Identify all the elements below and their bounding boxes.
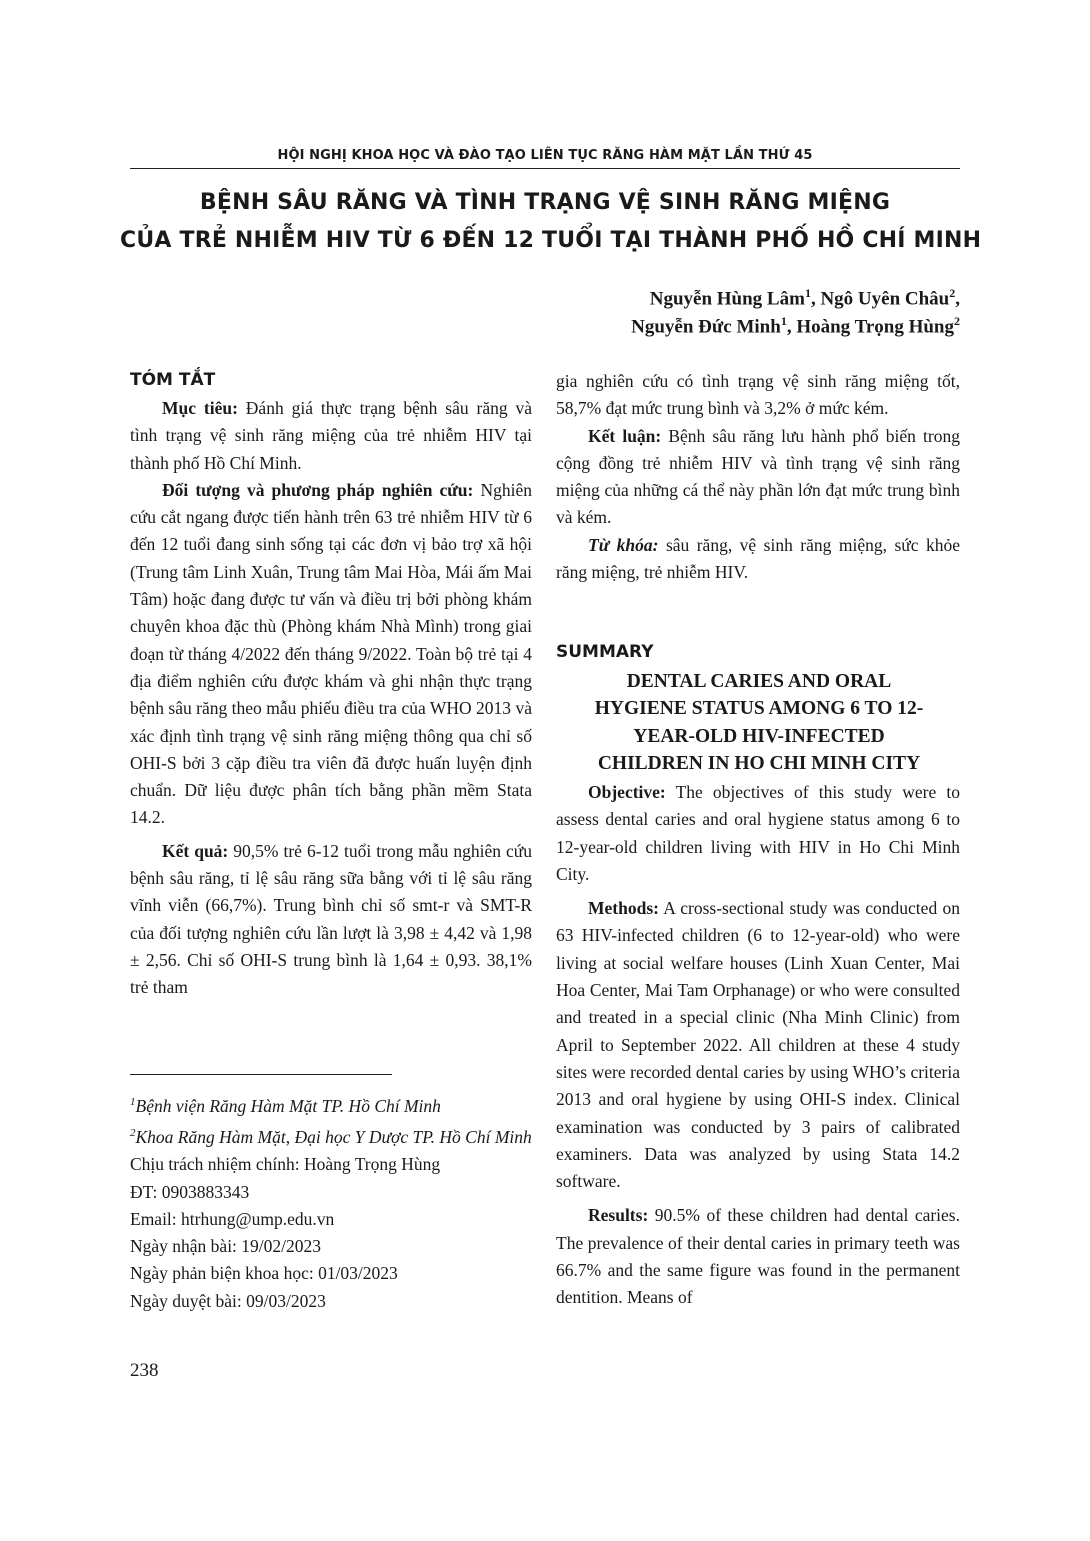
authors-line-2 <box>631 314 960 338</box>
page-number: 238 <box>130 1360 159 1381</box>
vn-results-continued: gia nghiên cứu có tình trạng vệ sinh răng miệng tốt, 58,7% đạt mức trung bình và 3,2% ở mức kém. <box>556 371 960 419</box>
en-title-line: HYGIENE STATUS AMONG 6 TO 12- <box>594 698 924 720</box>
author-separator: , <box>786 316 797 338</box>
footnote-responsible: Chịu trách nhiệm chính: Hoàng Trọng Hùng <box>130 1154 441 1175</box>
en-objective-paragraph <box>556 779 960 888</box>
en-title-line: CHILDREN IN HO CHI MINH CITY <box>597 752 921 774</box>
author-name: Nguyễn Đức Minh <box>631 316 781 338</box>
en-abstract-body <box>556 779 960 1312</box>
authors-line-1 <box>650 286 960 310</box>
vn-keywords-text: sâu răng, vệ sinh răng miệng, sức khỏe răng miệng, trẻ nhiễm HIV. <box>556 534 960 583</box>
footnote-mark: 1 <box>130 1096 136 1108</box>
en-results-text: 90.5% of these children had dental caries. The prevalence of their dental caries in primary teeth was 66.7% and the same figure was found in the permanent dentition. Means of <box>556 1205 960 1308</box>
title-line-1: BỆNH SÂU RĂNG VÀ TÌNH TRẠNG VỆ SINH RĂNG MIỆNG <box>199 190 891 215</box>
footnote-affiliation-2 <box>130 1120 538 1151</box>
en-title-line: YEAR-OLD HIV-INFECTED <box>633 725 885 747</box>
en-methods-paragraph <box>556 895 960 1195</box>
footnote-text: Khoa Răng Hàm Mặt, Đại học Y Dược TP. Hồ Chí Minh <box>135 1126 532 1147</box>
running-header: HỘI NGHỊ KHOA HỌC VÀ ĐÀO TẠO LIÊN TỤC RĂNG HÀM MẶT LẦN THỨ 45 <box>277 148 813 163</box>
vn-abstract-continued <box>556 368 960 586</box>
vn-conclusion-label: Kết luận: <box>588 425 662 446</box>
en-results-label: Results: <box>588 1205 649 1226</box>
en-methods-text: A cross-sectional study was conducted on 63 HIV-infected children (6 to 12-year-old) who were living at social welfare houses (Linh Xuan Center, Mai Hoa Center, Mai Tam Orphanage) or who were consulted and treated in a special clinic (Nha Minh Clinic) from April to September 2022. All children at these 4 study sites were recorded dental caries by using WHO’s criteria 2013 and oral hygiene by using OHI-S index. Clinical examination was conducted by 3 pairs of calibrated examiners. Data was analyzed by using Stata 14.2 software. <box>556 898 960 1192</box>
vn-objective-label: Mục tiêu: <box>162 398 238 418</box>
footnote-reviewed: Ngày phản biện khoa học: 01/03/2023 <box>130 1263 398 1284</box>
footnote-text: Bệnh viện Răng Hàm Mặt TP. Hồ Chí Minh <box>135 1095 441 1116</box>
vn-methods-label: Đối tượng và phương pháp nghiên cứu: <box>162 479 474 500</box>
en-objective-text: The objectives of this study were to assess dental caries and oral hygiene status among 6 to 12-year-old children living with HIV in Ho Chi Minh City. <box>556 782 960 884</box>
vn-keywords-paragraph <box>556 532 960 587</box>
affiliation-mark: 1 <box>804 286 811 300</box>
vn-abstract-heading: TÓM TẮT <box>130 370 216 390</box>
vn-objective-text: Đánh giá thực trạng bệnh sâu răng và tình trạng vệ sinh răng miệng của trẻ nhiễm HIV tại thành phố Hồ Chí Minh. <box>130 398 532 473</box>
footnote-rule <box>130 1074 392 1075</box>
vn-results-label: Kết quả: <box>162 840 229 861</box>
vn-objective-paragraph <box>130 395 532 477</box>
footnotes <box>130 1089 538 1315</box>
vn-keywords-label: Từ khóa: <box>588 534 659 555</box>
footnote-mark: 2 <box>130 1127 136 1140</box>
title-line-2: CỦA TRẺ NHIỄM HIV TỪ 6 ĐẾN 12 TUỔI TẠI THÀNH PHỐ HỒ CHÍ MINH <box>120 228 982 253</box>
en-title-line: DENTAL CARIES AND ORAL <box>626 671 892 692</box>
vn-methods-paragraph <box>130 477 532 832</box>
en-results-paragraph <box>556 1202 960 1311</box>
vn-abstract-body <box>130 395 532 1002</box>
author-name: Ngô Uyên Châu <box>820 288 950 310</box>
en-methods-label: Methods: <box>588 898 659 919</box>
footnote-accepted: Ngày duyệt bài: 09/03/2023 <box>130 1290 326 1311</box>
footnote-phone: ĐT: 0903883343 <box>130 1181 250 1202</box>
author-name: Hoàng Trọng Hùng <box>796 316 954 338</box>
vn-conclusion-text: Bệnh sâu răng lưu hành phổ biến trong cộng đồng trẻ nhiễm HIV và tình trạng vệ sinh răng miệng của những cá thể này phần lớn đạt mức trung bình và kém. <box>556 425 960 528</box>
affiliation-mark: 1 <box>780 314 787 328</box>
en-objective-label: Objective: <box>588 782 666 802</box>
vn-conclusion-paragraph <box>556 423 960 532</box>
author-separator: , <box>955 288 960 310</box>
en-summary-heading: SUMMARY <box>556 642 654 662</box>
footnote-email: Email: htrhung@ump.edu.vn <box>130 1208 335 1229</box>
author-separator: , <box>810 288 821 310</box>
en-title <box>556 668 962 777</box>
author-name: Nguyễn Hùng Lâm <box>649 288 805 310</box>
vn-results-text: 90,5% trẻ 6-12 tuổi trong mẫu nghiên cứu bệnh sâu răng, tỉ lệ sâu răng sữa bằng với tỉ lệ sâu răng vĩnh viễn (66,7%). Trung bình chỉ số smt-r và SMT-R của đối tượng nghiên cứu lần lượt là 3,98 ± 4,42 và 1,98 ± 2,56. Chỉ số OHI-S trung bình là 1,64 ± 0,93. 38,1% trẻ tham <box>130 840 532 998</box>
vn-methods-text: Nghiên cứu cắt ngang được tiến hành trên 63 trẻ nhiễm HIV từ 6 đến 12 tuổi đang sinh sống tại các đơn vị bảo trợ xã hội (Trung tâm Linh Xuân, Trung tâm Mai Hòa, Mái ấm Mai Tâm) hoặc đang được tư vấn và điều trị bởi phòng khám chuyên khoa đặc thù (Phòng khám Nhà Mình) trong giai đoạn từ tháng 4/2022 đến tháng 9/2022. Toàn bộ trẻ tại 4 địa điểm nghiên cứu được khám và ghi nhận thực trạng bệnh sâu răng theo mẫu phiếu điều tra của WHO 2013 và xác định tình trạng vệ sinh răng miệng thông qua chỉ số OHI-S bởi 3 cặp điều tra viên đã được huấn luyện định chuẩn. Dữ liệu được phân tích bằng phần mềm Stata 14.2. <box>130 479 532 828</box>
affiliation-mark: 2 <box>954 314 960 328</box>
footnote-received: Ngày nhận bài: 19/02/2023 <box>130 1236 322 1257</box>
vn-results-paragraph <box>130 838 532 1002</box>
footnote-affiliation-1 <box>130 1089 538 1120</box>
header-rule <box>130 168 960 169</box>
affiliation-mark: 2 <box>949 286 956 300</box>
